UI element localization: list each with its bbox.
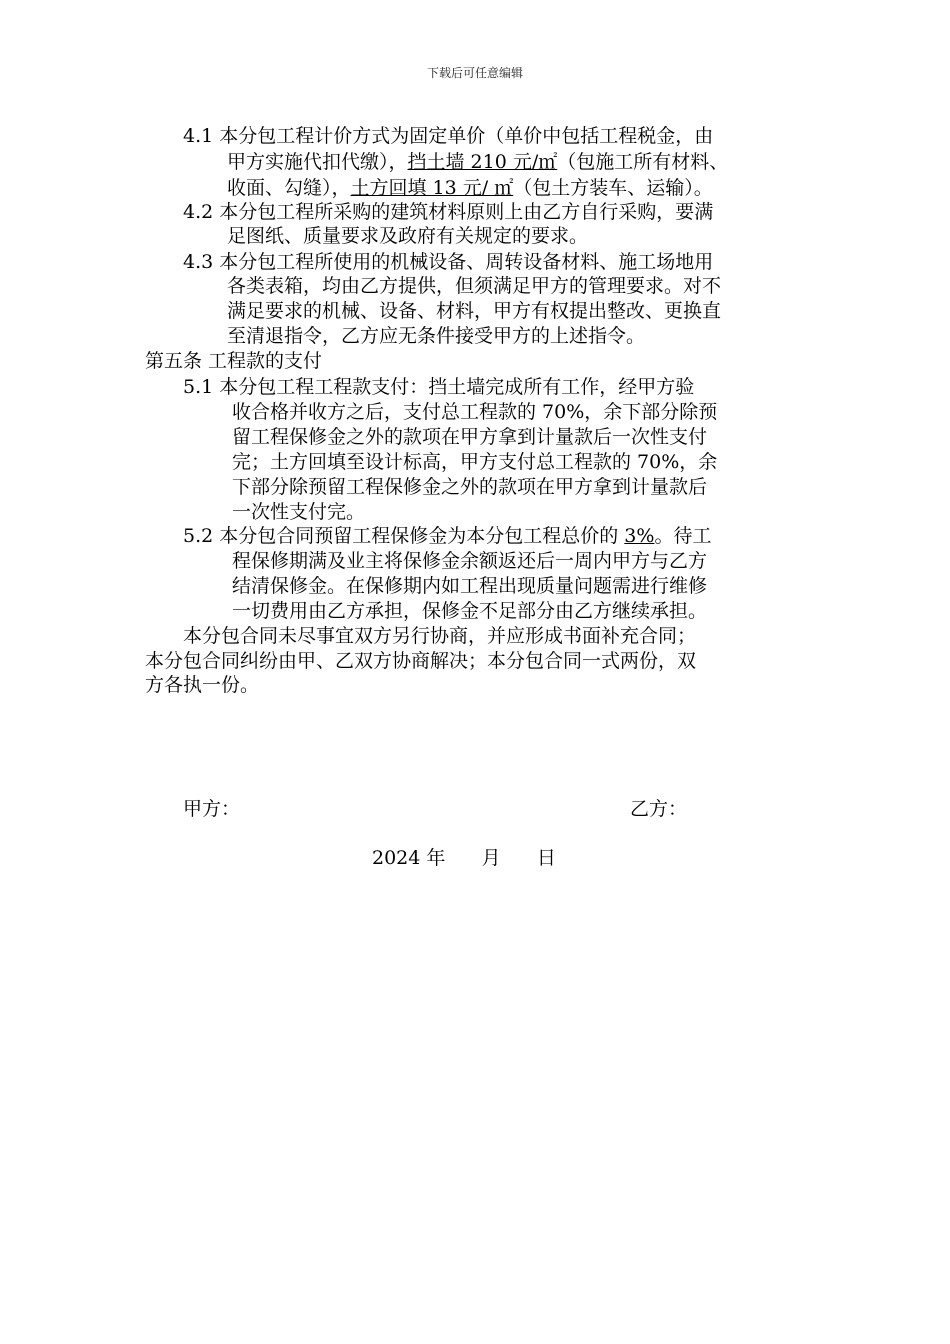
clause-4-2-line-2: 足图纸、质量要求及政府有关规定的要求。 bbox=[227, 225, 589, 247]
clause-5-2-line-4: 一切费用由乙方承担，保修金不足部分由乙方继续承担。 bbox=[232, 600, 708, 622]
clause-5-1-line-2: 收合格并收方之后，支付总工程款的 70%，余下部分除预 bbox=[232, 401, 718, 423]
clause-5-2-text: 5.2 本分包合同预留工程保修金为本分包工程总价的 bbox=[183, 525, 625, 547]
closing-line-2: 本分包合同纠纷由甲、乙双方协商解决；本分包合同一式两份，双 bbox=[145, 650, 697, 672]
clause-4-3-line-3: 满足要求的机械、设备、材料，甲方有权提出整改、更换直 bbox=[227, 300, 722, 322]
clause-4-3-line-4: 至清退指令，乙方应无条件接受甲方的上述指令。 bbox=[227, 325, 646, 347]
closing-line-3: 方各执一份。 bbox=[145, 674, 260, 696]
clause-4-3-line-2: 各类表箱，均由乙方提供，但须满足甲方的管理要求。对不 bbox=[227, 275, 722, 297]
clause-5-2-line-1 bbox=[183, 524, 711, 548]
party-a-label: 甲方： bbox=[183, 798, 241, 820]
retaining-wall-price: 挡土墙 210 元/㎡ bbox=[407, 151, 558, 173]
backfill-price: 土方回填 13 元/ ㎡ bbox=[350, 177, 514, 199]
clause-5-1-line-5: 下部分除预留工程保修金之外的款项在甲方拿到计量款后 bbox=[232, 476, 708, 498]
clause-5-1-line-1: 5.1 本分包工程工程款支付：挡土墙完成所有工作，经甲方验 bbox=[183, 376, 695, 398]
clause-4-1-text: 甲方实施代扣代缴）， bbox=[227, 151, 408, 173]
clause-4-3-line-1: 4.3 本分包工程所使用的机械设备、周转设备材料、施工场地用 bbox=[183, 251, 714, 273]
clause-5-1-line-6: 一次性支付完。 bbox=[232, 501, 366, 523]
clause-4-1-text: （包施工所有材料、 bbox=[557, 151, 729, 173]
signing-date: 2024 年 月 日 bbox=[372, 847, 556, 869]
clause-5-1-line-3: 留工程保修金之外的款项在甲方拿到计量款后一次性支付 bbox=[232, 426, 708, 448]
clause-5-2-line-2: 程保修期满及业主将保修金余额返还后一周内甲方与乙方 bbox=[232, 550, 708, 572]
clause-4-1-line-3 bbox=[227, 176, 713, 200]
party-b-label: 乙方： bbox=[630, 798, 688, 820]
closing-line-1: 本分包合同未尽事宜双方另行协商，并应形成书面补充合同； bbox=[183, 625, 697, 647]
clause-5-2-line-3: 结清保修金。在保修期内如工程出现质量问题需进行维修 bbox=[232, 575, 708, 597]
clause-4-2-line-1: 4.2 本分包工程所采购的建筑材料原则上由乙方自行采购，要满 bbox=[183, 201, 714, 223]
clause-4-1-text: （包土方装车、运输）。 bbox=[513, 177, 713, 199]
clause-5-1-line-4: 完；土方回填至设计标高，甲方支付总工程款的 70%，余 bbox=[232, 451, 718, 473]
page-header: 下载后可任意编辑 bbox=[426, 66, 523, 80]
retention-percentage: 3% bbox=[624, 525, 655, 547]
clause-4-1-line-2 bbox=[227, 150, 728, 174]
clause-4-1-line-1: 4.1 本分包工程计价方式为固定单价（单价中包括工程税金，由 bbox=[183, 125, 714, 147]
clause-5-2-text: 。待工 bbox=[654, 525, 712, 547]
article-5-title: 第五条 工程款的支付 bbox=[145, 350, 323, 372]
clause-4-1-text: 收面、勾缝）， bbox=[227, 177, 351, 199]
